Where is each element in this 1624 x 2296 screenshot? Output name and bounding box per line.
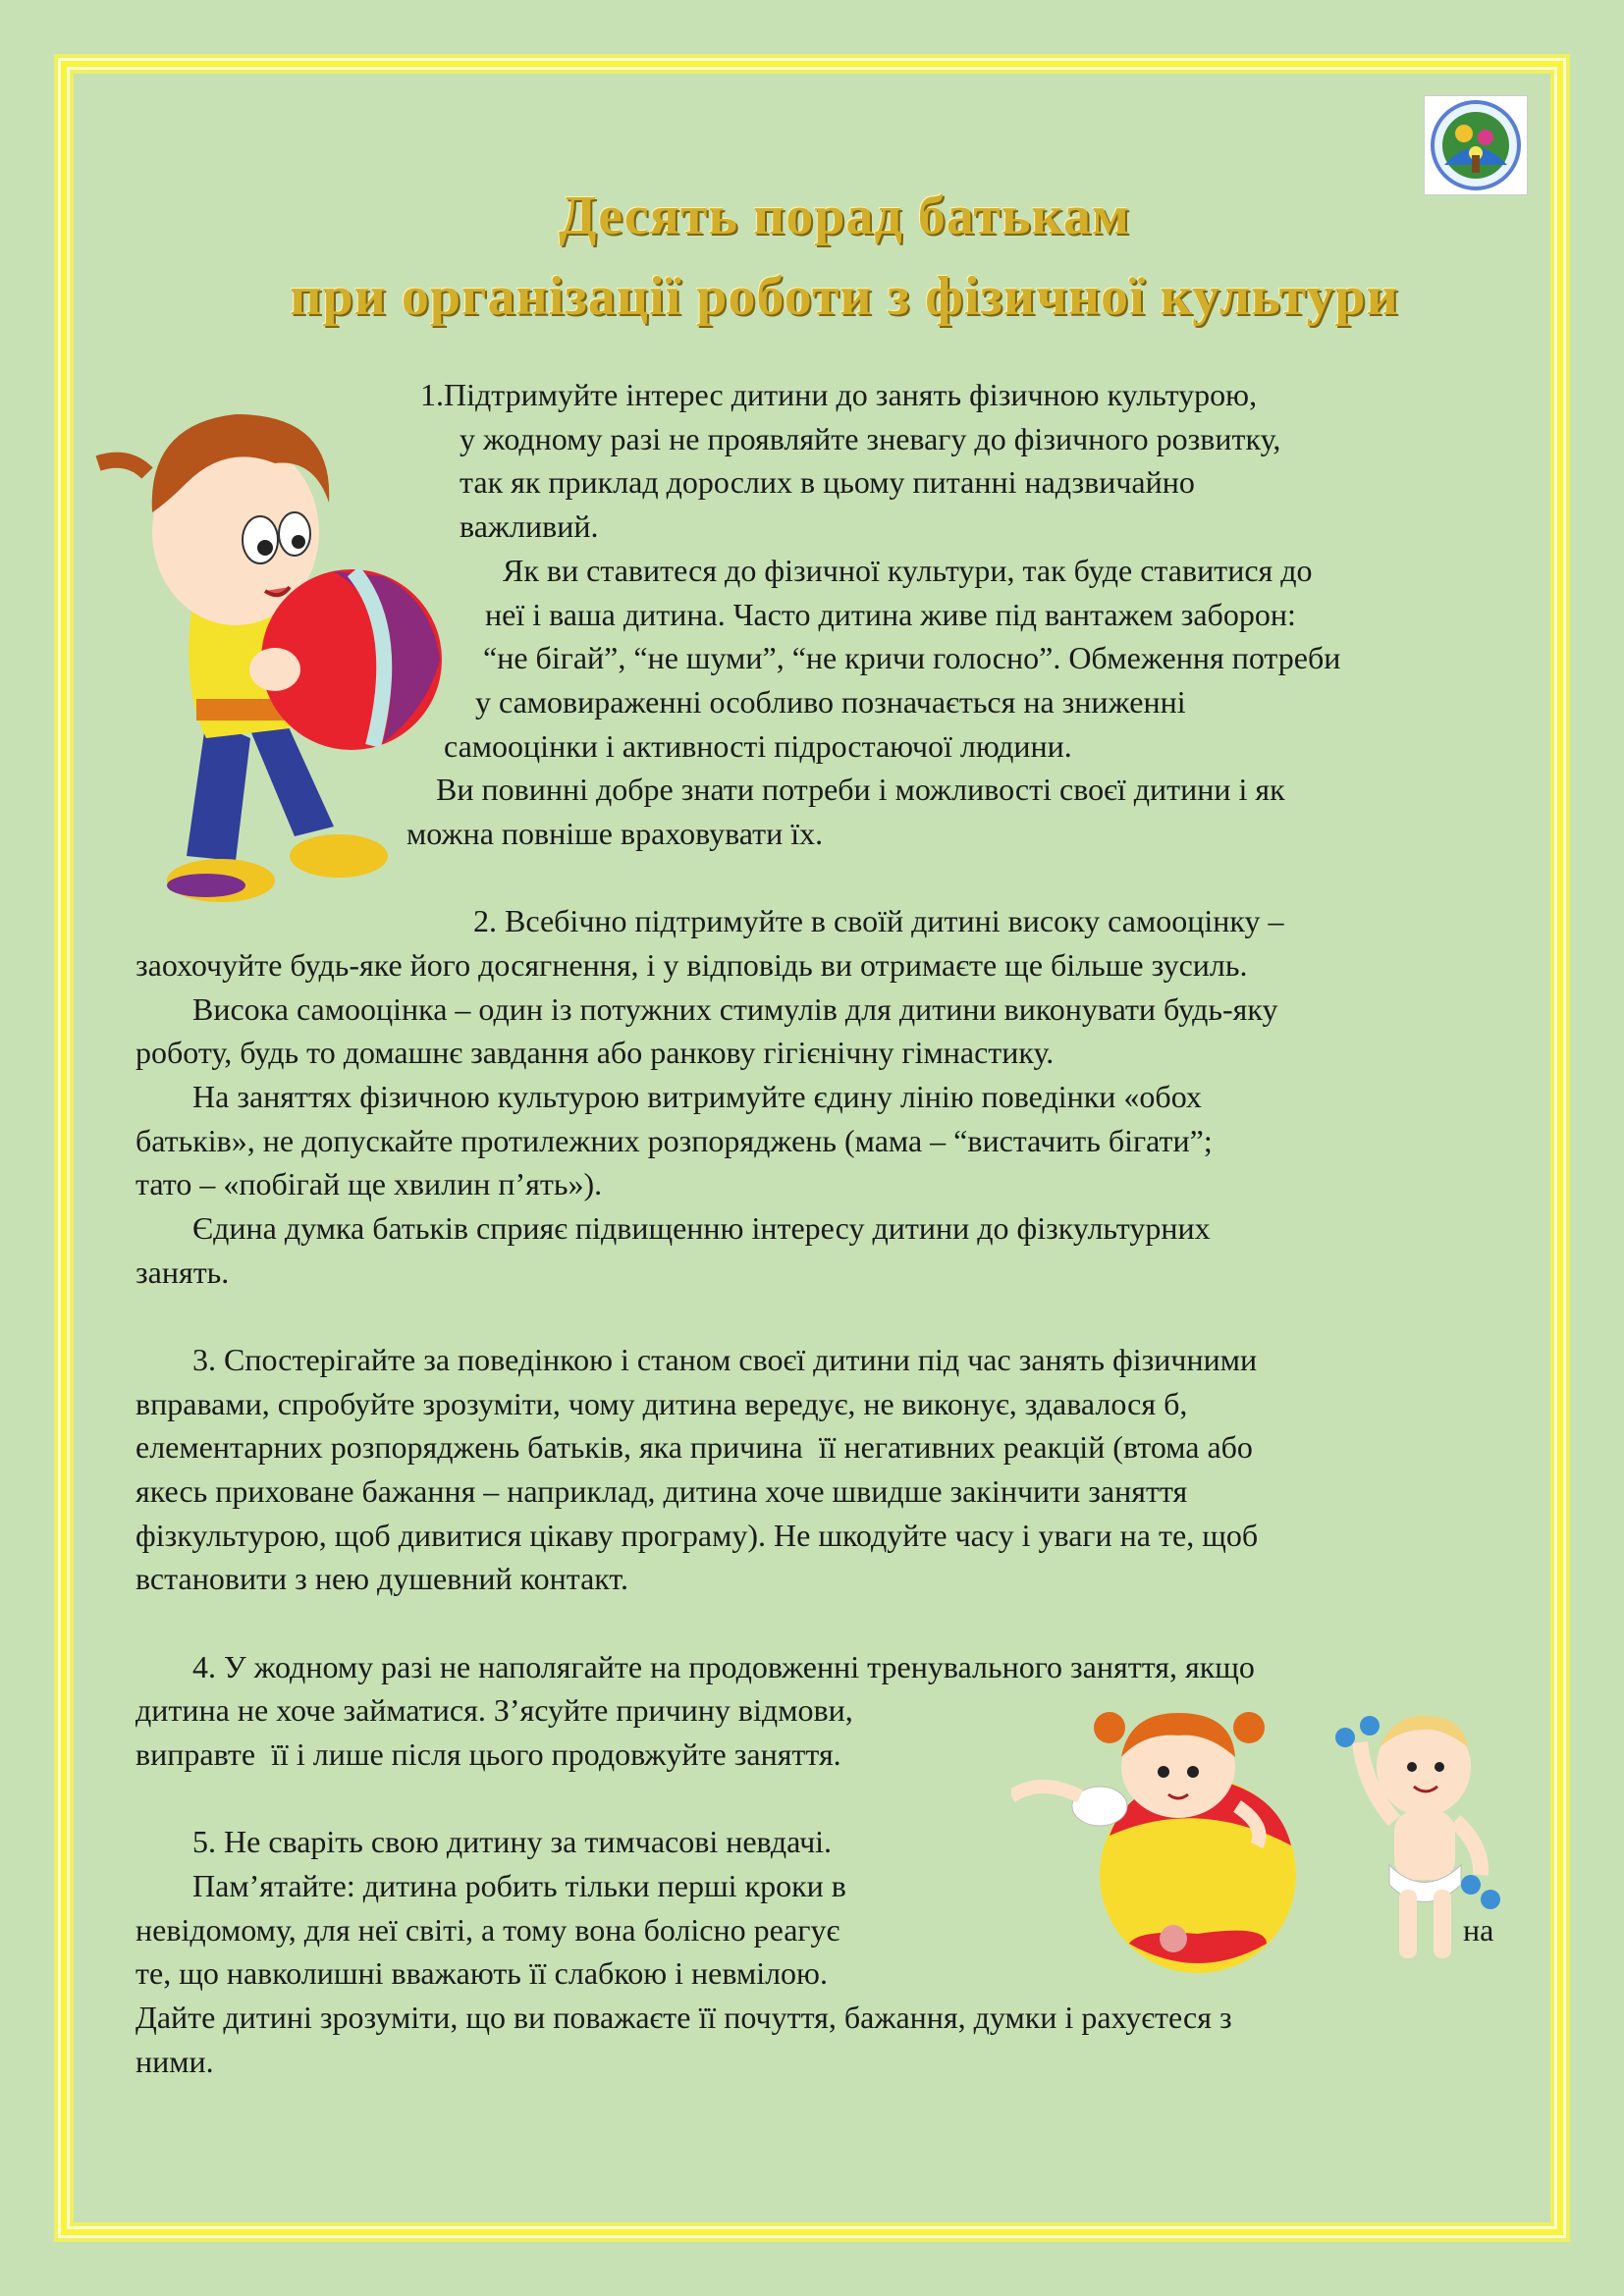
advice-3-line-6: встановити з нею душевний контакт.	[135, 1561, 628, 1596]
page-title-line-1: Десять порад батькам	[559, 186, 1130, 246]
advice-1-line-6: неї і ваша дитина. Часто дитина живе під вантажем заборон:	[485, 597, 1296, 632]
advice-5-line-6: ними.	[135, 2044, 214, 2079]
advice-2-line-6: батьків», не допускайте протилежних розпоряджень (мама – “вистачить бігати”;	[135, 1123, 1213, 1158]
advice-5-line-1: 5. Не сваріть свою дитину за тимчасові невдачі.	[192, 1824, 833, 1859]
advice-2-line-2: заохочуйте будь-яке його досягнення, і у відповідь ви отримаєте ще більше зусиль.	[135, 947, 1248, 983]
page-title-line-2: при організації роботи з фізичної культури	[290, 266, 1399, 327]
advice-5-line-3-end: на	[1463, 1912, 1494, 1948]
advice-4-line-2: дитина не хоче займатися. З’ясуйте причину відмови,	[135, 1692, 853, 1728]
advice-2-line-3: Висока самооцінка – один із потужних стимулів для дитини виконувати будь-яку	[192, 991, 1278, 1027]
advice-3-line-1: 3. Спостерігайте за поведінкою і станом своєї дитини під час занять фізичними	[192, 1342, 1258, 1377]
advice-1-line-1: 1.Підтримуйте інтерес дитини до занять фізичною культурою,	[420, 377, 1258, 412]
advice-3-line-4: якесь приховане бажання – наприклад, дитина хоче швидше закінчити заняття	[135, 1473, 1188, 1509]
advice-1-line-11: можна повніше враховувати їх.	[406, 816, 824, 851]
advice-2-line-9: занять.	[135, 1255, 230, 1290]
advice-2-line-5: На заняттях фізичною культурою витримуйте єдину лінію поведінки «обох	[192, 1079, 1202, 1114]
advice-1-line-8: у самовираженні особливо позначається на зниженні	[475, 684, 1186, 720]
advice-1-line-9: самооцінки і активності підростаючої людини.	[444, 728, 1072, 764]
advice-5-line-3: невідомому, для неї світі, а тому вона болісно реагує	[135, 1912, 840, 1948]
advice-3-line-2: вправами, спробуйте зрозуміти, чому дитина вередує, не виконує, здавалося б,	[135, 1386, 1188, 1421]
kids-playing-illustration	[1011, 1688, 1502, 1983]
advice-1-line-7: “не бігай”, “не шуми”, “не кричи голосно”. Обмеження потреби	[483, 640, 1341, 675]
advice-2-line-4: роботу, будь то домашнє завдання або ранкову гігієнічну гімнастику.	[135, 1035, 1055, 1070]
advice-1-line-2: у жодному разі не проявляйте зневагу до фізичного розвитку,	[460, 421, 1281, 456]
advice-1-line-3: так як приклад дорослих в цьому питанні надзвичайно	[460, 464, 1195, 500]
advice-1-line-4: важливий.	[460, 508, 599, 544]
advice-4-line-1: 4. У жодному разі не наполягайте на продовженні тренувального заняття, якщо	[192, 1649, 1255, 1684]
advice-5-line-5: Дайте дитині зрозуміти, що ви поважаєте її почуття, бажання, думки і рахуєтеся з	[135, 2000, 1232, 2035]
advice-2-line-8: Єдина думка батьків сприяє підвищенню інтересу дитини до фізкультурних	[192, 1210, 1211, 1246]
advice-1-line-10: Ви повинні добре знати потреби і можливості своєї дитини і як	[436, 772, 1285, 807]
advice-4-line-3: виправте її і лише після цього продовжуйте заняття.	[135, 1736, 841, 1772]
advice-5-line-4: те, що навколишні вважають її слабкою і невмілою.	[135, 1955, 828, 1991]
advice-5-line-2: Пам’ятайте: дитина робить тільки перші кроки в	[192, 1868, 846, 1903]
advice-3-line-5: фізкультурою, щоб дивитися цікаву програму). Не шкодуйте часу і уваги на те, щоб	[135, 1518, 1259, 1553]
advice-1-line-5: Як ви ставитеся до фізичної культури, так буде ставитися до	[503, 553, 1313, 588]
advice-3-line-3: елементарних розпоряджень батьків, яка причина її негативних реакцій (втома або	[135, 1429, 1253, 1465]
logo	[1424, 95, 1528, 195]
advice-2-line-1: 2. Всебічно підтримуйте в своїй дитині високу самооцінку –	[473, 903, 1284, 938]
advice-2-line-7: тато – «побігай ще хвилин п’ять»).	[135, 1166, 603, 1201]
boy-with-ball-illustration	[88, 365, 461, 925]
